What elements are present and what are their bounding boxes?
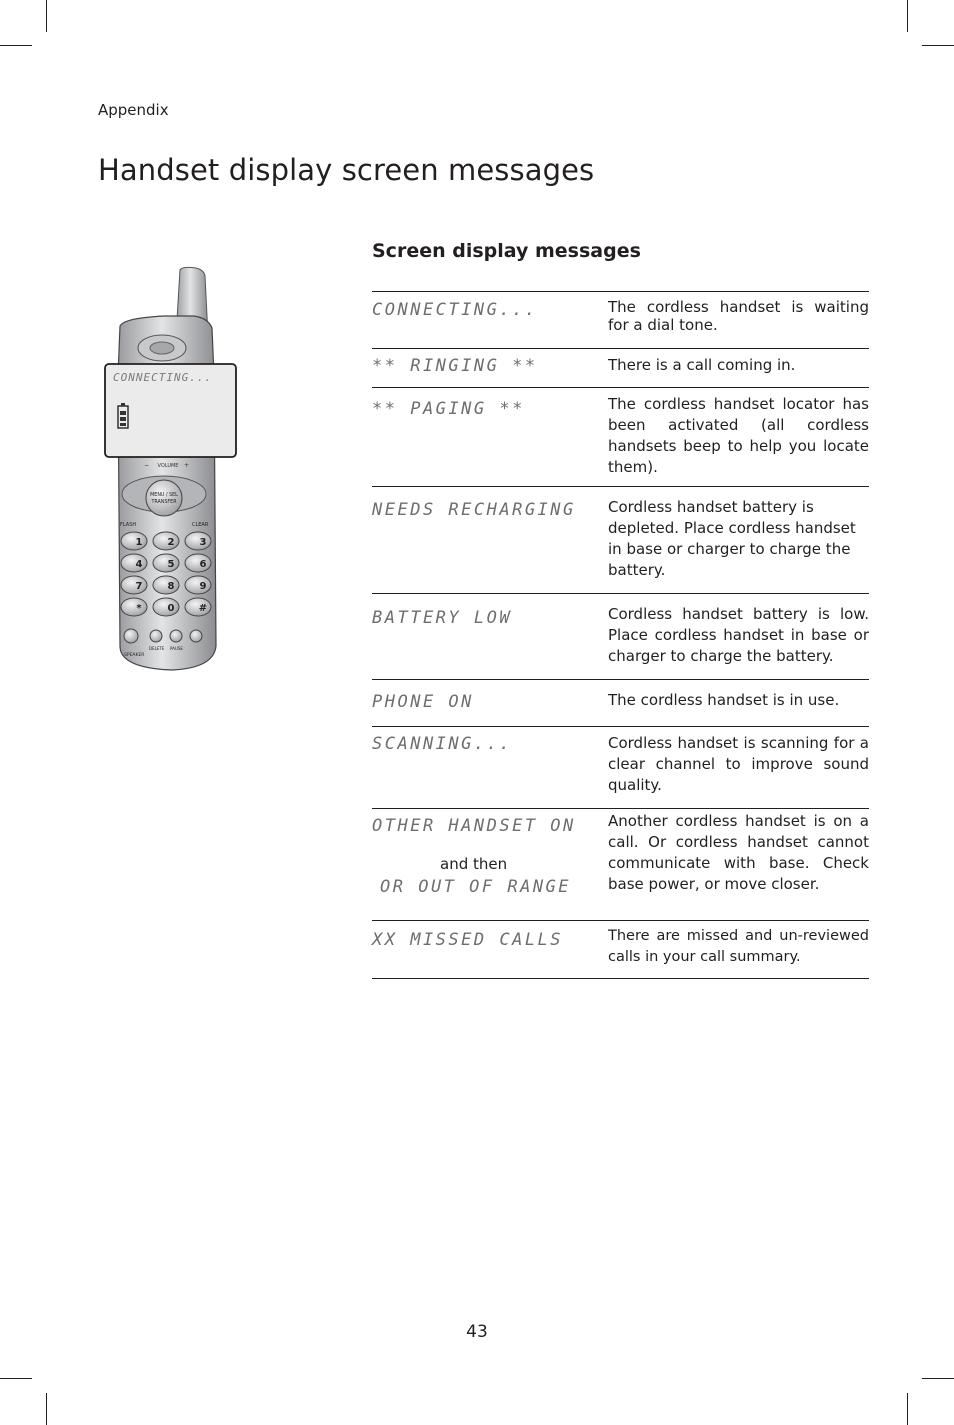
speaker-key	[124, 629, 138, 643]
table-heading: Screen display messages	[372, 240, 641, 262]
screen-message: SCANNING...	[372, 734, 513, 754]
message-description: The cordless handset locator has been activated (all cordless handsets beep to help you locate them).	[608, 395, 869, 476]
keypad-key	[153, 554, 179, 572]
transfer-key-label: TRANSFER	[151, 500, 177, 505]
svg-text:−: −	[144, 462, 150, 469]
keypad-key	[185, 554, 211, 572]
keypad-key	[153, 532, 179, 550]
screen-message: XX MISSED CALLS	[372, 930, 564, 950]
table-row	[372, 291, 869, 348]
message-description: Cordless handset battery is low. Place cordless handset in base or charger to charge the battery.	[608, 605, 869, 665]
keypad-key	[185, 576, 211, 594]
delete-label: DELETE	[149, 646, 165, 651]
keypad-key-label: #	[198, 603, 208, 614]
keypad-key	[153, 598, 179, 616]
screen-message: BATTERY LOW	[372, 608, 513, 628]
keypad-key-label: *	[136, 603, 142, 614]
table-row	[372, 348, 869, 387]
menu-key-label: MENU / SEL	[150, 493, 178, 498]
message-description: There is a call coming in.	[608, 356, 796, 374]
clear-label: CLEAR	[192, 522, 209, 528]
keypad-key	[121, 532, 147, 550]
keypad-key-label: 4	[135, 559, 143, 570]
screen-message: ** RINGING **	[372, 356, 538, 376]
keypad-key-label: 9	[199, 581, 207, 592]
menu-select-key	[146, 480, 182, 516]
keypad-key	[121, 576, 147, 594]
screen-message-secondary: OR OUT OF RANGE	[380, 877, 572, 897]
message-description: There are missed and un-reviewed calls in your call summary.	[608, 928, 869, 965]
crop-mark	[922, 45, 954, 46]
connector-text: and then	[440, 855, 508, 873]
keypad-key	[121, 598, 147, 616]
message-description: Another cordless handset is on a call. Or cordless handset cannot communicate with base. Check base power, or move closer.	[608, 812, 869, 893]
message-description: Cordless handset battery is depleted. Place cordless handset in base or charger to charge the battery.	[608, 498, 856, 579]
volume-label: VOLUME	[157, 463, 179, 469]
keypad-key-label: 0	[167, 603, 175, 614]
screen-message: ** PAGING **	[372, 399, 525, 419]
message-description: The cordless handset is in use.	[608, 691, 840, 709]
table-row	[372, 593, 869, 679]
speaker-label: SPEAKER	[124, 653, 145, 658]
table-row	[372, 679, 869, 726]
keypad-key-label: 1	[135, 537, 143, 548]
crop-mark	[46, 1393, 47, 1425]
keypad-key-label: 3	[199, 537, 207, 548]
keypad-key	[185, 532, 211, 550]
page-number: 43	[466, 1322, 488, 1342]
screen-message: PHONE ON	[372, 692, 474, 712]
svg-text:+: +	[184, 462, 190, 469]
table-row	[372, 808, 869, 920]
screen-text: CONNECTING...	[113, 371, 213, 384]
keypad-key-label: 5	[167, 559, 175, 570]
screen-message: OTHER HANDSET ON	[372, 816, 576, 836]
section-label: Appendix	[98, 101, 169, 119]
keypad-key-label: 8	[167, 581, 175, 592]
screen-message: CONNECTING...	[372, 300, 538, 320]
crop-mark	[0, 45, 32, 46]
keypad-key	[153, 576, 179, 594]
crop-mark	[922, 1378, 954, 1379]
message-description: The cordless handset is waiting for a dial tone.	[608, 298, 869, 334]
messages-table	[372, 291, 869, 979]
table-row	[372, 486, 869, 593]
crop-mark	[907, 0, 908, 32]
table-row	[372, 920, 869, 979]
keypad-key	[121, 554, 147, 572]
flash-label: FLASH	[120, 522, 137, 528]
table-row	[372, 387, 869, 486]
pause-label: PAUSE	[170, 646, 183, 651]
keypad-key-label: 6	[199, 559, 207, 570]
crop-mark	[46, 0, 47, 32]
crop-mark	[0, 1378, 32, 1379]
screen-message: NEEDS RECHARGING	[372, 500, 576, 520]
table-row	[372, 726, 869, 808]
handset-illustration	[104, 266, 239, 674]
message-description: Cordless handset is scanning for a clear channel to improve sound quality.	[608, 734, 869, 794]
page-title: Handset display screen messages	[98, 153, 595, 187]
crop-mark	[907, 1393, 908, 1425]
keypad-key-label: 7	[135, 581, 143, 592]
keypad-key-label: 2	[167, 537, 175, 548]
